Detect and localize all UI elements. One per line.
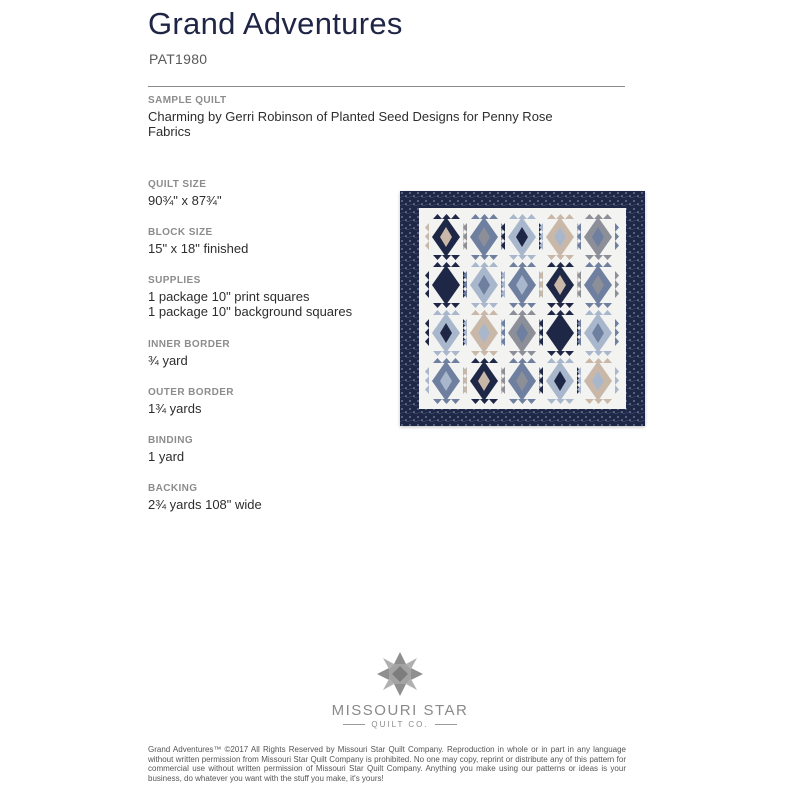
spec-line: ¾ yard <box>148 353 188 368</box>
spec-line: 2¾ yards 108" wide <box>148 497 262 512</box>
spec-line: 1 package 10" background squares <box>148 304 353 319</box>
spec-value <box>148 353 230 368</box>
spec-line: 1¾ yards <box>148 401 202 416</box>
brand-rule-right <box>435 724 457 725</box>
spec-inner-border <box>148 339 230 368</box>
spec-line: 1 yard <box>148 449 185 464</box>
spec-line: 1 package 10" print squares <box>148 289 310 304</box>
spec-quilt-size <box>148 179 222 208</box>
spec-binding <box>148 435 193 464</box>
spec-label: SUPPLIES <box>148 275 201 286</box>
spec-value <box>148 449 193 464</box>
copyright-notice: Grand Adventures™ ©2017 All Rights Reserved by Missouri Star Quilt Company. Reproduction in whole or in part in any language without written permission from Missouri Star Quilt Company is prohibited. No one may copy, reprint or distribute any of this pattern for commercial use without written permission of Missouri Star Quilt Company. Anything you make using our patterns or ideas is your business, do whatever you want with the stuff you make, it's yours! <box>148 745 626 783</box>
spec-line: Charming by Gerri Robinson of Planted Seed Designs for Penny Rose <box>148 109 553 124</box>
spec-value <box>148 497 262 512</box>
brand-name: MISSOURI STAR <box>331 702 469 719</box>
spec-label: INNER BORDER <box>148 339 231 350</box>
brand-rule-left <box>343 724 365 725</box>
spec-block-size <box>148 227 248 256</box>
spec-line: 15" x 18" finished <box>148 241 249 256</box>
spec-value <box>148 289 352 319</box>
brand-subtitle <box>300 720 500 729</box>
spec-line: Fabrics <box>148 124 191 139</box>
spec-outer-border <box>148 387 234 416</box>
spec-backing <box>148 483 262 512</box>
pattern-code: PAT1980 <box>149 51 208 67</box>
spec-value <box>148 401 234 416</box>
star-icon <box>375 650 425 698</box>
brand-sub-text: QUILT CO. <box>371 720 429 729</box>
header-divider <box>148 86 625 87</box>
brand-logo <box>300 650 500 740</box>
spec-label: BACKING <box>148 483 198 494</box>
spec-label: SAMPLE QUILT <box>148 95 227 106</box>
spec-label: QUILT SIZE <box>148 179 207 190</box>
spec-value <box>148 109 553 139</box>
spec-sample-quilt <box>148 95 553 139</box>
spec-label: BINDING <box>148 435 194 446</box>
spec-line: 90¾" x 87¾" <box>148 193 222 208</box>
quilt-image <box>400 191 645 426</box>
spec-value <box>148 241 248 256</box>
spec-value <box>148 193 222 208</box>
spec-label: BLOCK SIZE <box>148 227 213 238</box>
pattern-title: Grand Adventures <box>148 6 403 41</box>
spec-label: OUTER BORDER <box>148 387 234 398</box>
spec-supplies <box>148 275 352 319</box>
